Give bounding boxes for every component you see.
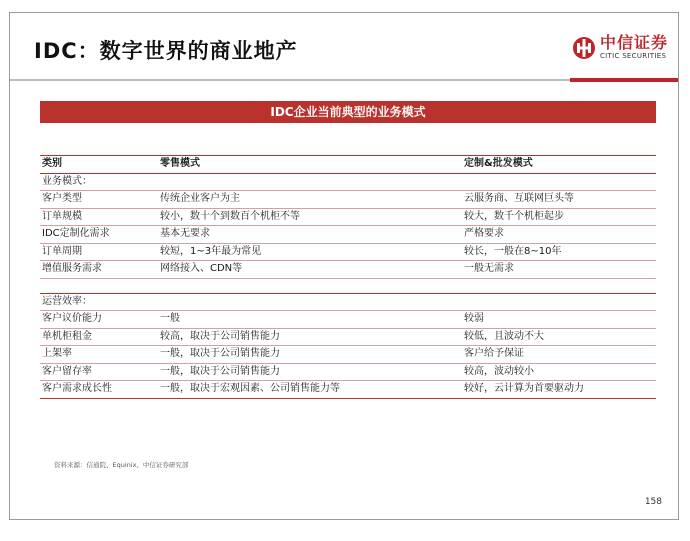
table-row — [40, 226, 656, 244]
section-title-row — [40, 174, 656, 192]
row-category: 客户议价能力 — [42, 313, 102, 324]
table-row — [40, 346, 656, 364]
table-banner: IDC企业当前典型的业务模式 — [40, 101, 656, 123]
table-row — [40, 381, 656, 399]
row-wholesale: 客户给予保证 — [464, 348, 524, 359]
row-wholesale: 较高，波动较小 — [464, 365, 534, 377]
row-category: 订单周期 — [42, 245, 82, 257]
header-category: 类别 — [42, 158, 62, 169]
header-retail: 零售模式 — [160, 158, 200, 169]
row-retail: 基本无要求 — [160, 228, 210, 239]
title-divider — [10, 79, 570, 81]
row-category: 单机柜租金 — [42, 330, 92, 342]
source-note: 资料来源：信通院、Equinix、中信证券研究部 — [54, 461, 189, 469]
slide-title: IDC：数字世界的商业地产 — [34, 39, 298, 63]
row-wholesale: 一般无需求 — [464, 263, 514, 274]
row-wholesale: 较弱 — [464, 313, 484, 324]
row-retail: 一般，取决于公司销售能力 — [160, 365, 280, 377]
logo-name-en: CITIC SECURITIES — [599, 52, 667, 60]
row-retail: 较高，取决于公司销售能力 — [160, 330, 280, 342]
row-retail: 一般，取决于宏观因素、公司销售能力等 — [160, 383, 340, 394]
title-divider-accent — [570, 78, 678, 82]
row-retail: 较短，1~3年最为常见 — [160, 245, 262, 257]
row-category: 客户需求成长性 — [42, 383, 112, 394]
table-row — [40, 191, 656, 209]
row-category: 订单规模 — [42, 210, 82, 222]
row-category: 上架率 — [42, 348, 72, 359]
table-row — [40, 261, 656, 279]
row-retail: 一般，取决于公司销售能力 — [160, 348, 280, 359]
table-row — [40, 209, 656, 227]
row-retail: 一般 — [160, 313, 180, 324]
row-wholesale: 较低，且波动不大 — [464, 330, 544, 342]
table-row — [40, 311, 656, 329]
citic-logo — [572, 35, 668, 60]
business-model-table — [40, 155, 656, 399]
table-row — [40, 329, 656, 347]
section-title: 运营效率： — [42, 295, 92, 307]
row-category: 客户留存率 — [42, 365, 92, 377]
row-category: 增值服务需求 — [42, 263, 102, 274]
row-wholesale: 较好，云计算为首要驱动力 — [464, 383, 584, 394]
table-header-row — [40, 155, 656, 174]
row-category: 客户类型 — [42, 193, 82, 204]
section-title-row — [40, 294, 656, 312]
logo-name-cn: 中信证券 — [599, 33, 668, 52]
section-title: 业务模式： — [42, 175, 92, 187]
section-spacer — [40, 279, 656, 294]
row-wholesale: 严格要求 — [464, 228, 504, 239]
row-wholesale: 较长，一般在8~10年 — [464, 245, 562, 257]
row-wholesale: 较大，数千个机柜起步 — [464, 210, 564, 222]
table-row — [40, 244, 656, 262]
row-wholesale: 云服务商、互联网巨头等 — [464, 193, 574, 204]
table-row — [40, 364, 656, 382]
slide — [9, 12, 679, 520]
row-category: IDC定制化需求 — [42, 228, 110, 239]
row-retail: 较小，数十个到数百个机柜不等 — [160, 210, 300, 222]
page-number: 158 — [644, 497, 662, 507]
row-retail: 网络接入、CDN等 — [160, 263, 243, 274]
citic-logo-icon — [572, 36, 596, 60]
header-wholesale: 定制&批发模式 — [464, 158, 533, 169]
row-retail: 传统企业客户为主 — [160, 193, 240, 204]
